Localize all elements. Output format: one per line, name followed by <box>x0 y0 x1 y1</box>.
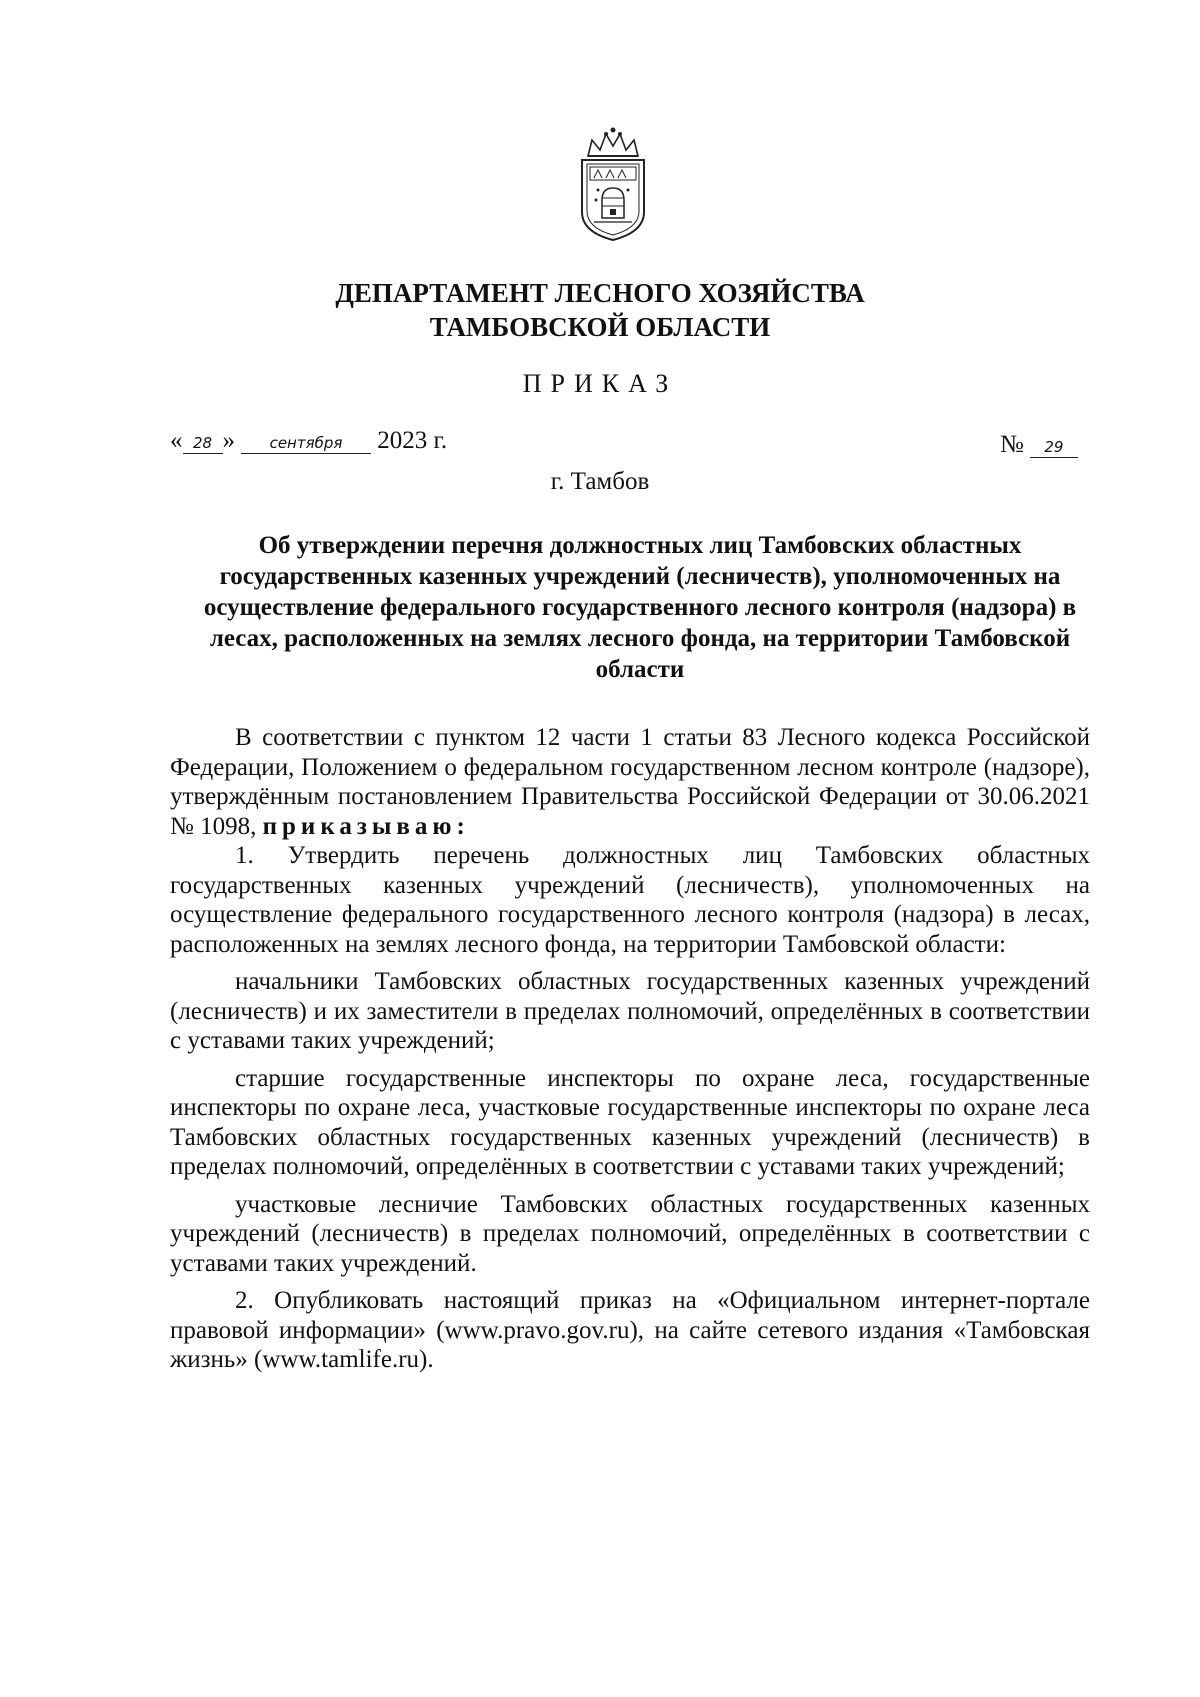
number-value-handwritten: 29 <box>1030 437 1078 458</box>
department-name <box>0 276 1200 344</box>
date-month-handwritten: сентября <box>241 433 371 454</box>
item-1b-paragraph: старшие государственные инспекторы по охране леса, государственные инспекторы по охране леса, участковые государственные инспекторы по охране леса Тамбовских областных государственных казенных учреждений (лесничеств) в пределах полномочий, определённых в соответствии с уставами таких учреждений; <box>170 1064 1090 1180</box>
date-year: 2023 г. <box>377 427 448 454</box>
document-type: ПРИКАЗ <box>522 369 678 398</box>
number-label: № <box>1000 431 1024 458</box>
preamble-paragraph <box>170 723 1090 841</box>
order-number <box>1000 431 1078 459</box>
department-name-line1: ДЕПАРТАМЕНТ ЛЕСНОГО ХОЗЯЙСТВА <box>335 278 865 308</box>
order-date <box>170 427 447 463</box>
date-day-handwritten: 28 <box>183 433 223 454</box>
order-subject: Об утверждении перечня должностных лиц Тамбовских областных государственных казенных учреждений (лесничеств), уполномоченных на осуществление федерального государственного лесного контроля (надзора) в лесах, расположенных на землях лесного фонда, на территории Тамбовской области <box>203 532 1077 683</box>
item-1-paragraph: 1. Утвердить перечень должностных лиц Тамбовских областных государственных казенных учреждений (лесничеств), уполномоченных на осуществление федерального государственного лесного контроля (надзора) в лесах, расположенных на землях лесного фонда, на территории Тамбовской области: <box>170 842 1090 958</box>
coat-of-arms-icon <box>568 126 658 244</box>
item-1c-paragraph: участковые лесничие Тамбовских областных государственных казенных учреждений (лесничеств) в пределах полномочий, определённых в соответствии с уставами таких учреждений. <box>170 1190 1090 1277</box>
preamble-text: В соответствии с пунктом 12 части 1 статьи 83 Лесного кодекса Российской Федерации, Положением о федеральном государственном лесном контроле (надзоре), утверждённым постановлением Правительства Российской Федерации от 30.06.2021 № 1098, <box>170 724 1090 840</box>
date-open-quote: « <box>170 427 183 454</box>
item-2-paragraph: 2. Опубликовать настоящий приказ на «Официальном интернет-портале правовой информации» (www.pravo.gov.ru), на сайте сетевого издания «Тамбовская жизнь» (www.tamlife.ru). <box>170 1287 1090 1373</box>
order-word: приказываю: <box>262 812 470 840</box>
order-body <box>170 723 1090 1375</box>
date-close-quote: » <box>222 427 235 454</box>
item-1a-paragraph: начальники Тамбовских областных государственных казенных учреждений (лесничеств) и их заместители в пределах полномочий, определённых в соответствии с уставами таких учреждений; <box>170 968 1090 1054</box>
city: г. Тамбов <box>550 468 650 495</box>
department-name-line2: ТАМБОВСКОЙ ОБЛАСТИ <box>429 312 771 342</box>
